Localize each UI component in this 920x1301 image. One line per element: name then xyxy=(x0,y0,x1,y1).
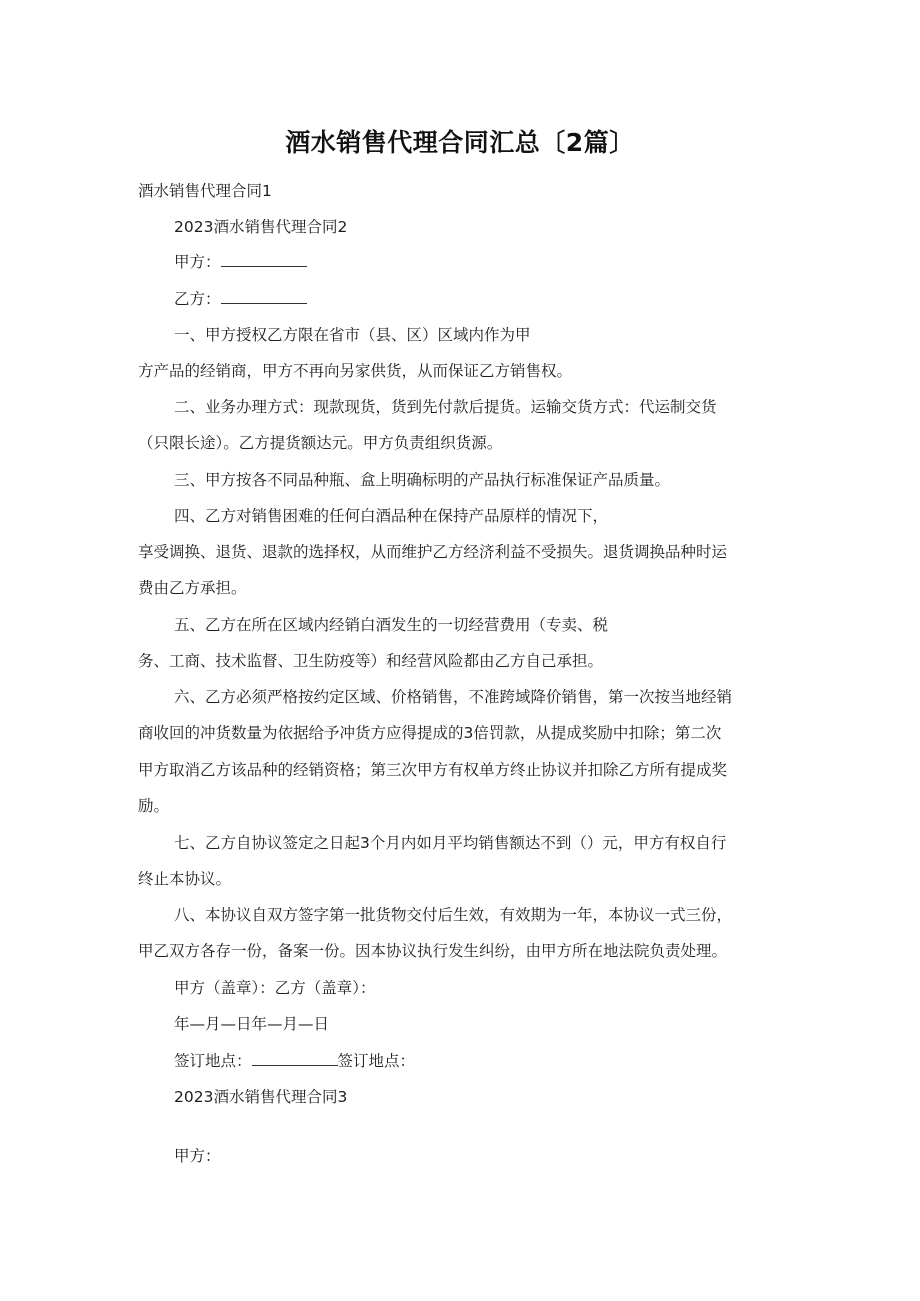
clause-4-line-1: 四、乙方对销售困难的任何白酒品种在保持产品原样的情况下， xyxy=(174,507,609,525)
contract3-party-a: 甲方： xyxy=(174,1147,221,1165)
clause-7-line-1: 七、乙方自协议签定之日起3个月内如月平均销售额达不到（）元，甲方有权自行 xyxy=(174,834,727,852)
clause-2-line-1: 二、业务办理方式：现款现货，货到先付款后提货。运输交货方式：代运制交货 xyxy=(174,398,717,416)
clause-3-line-1: 三、甲方按各不同品种瓶、盒上明确标明的产品执行标准保证产品质量。 xyxy=(174,471,671,489)
clause-6-line-1: 六、乙方必须严格按约定区域、价格销售，不准跨域降价销售，第一次按当地经销 xyxy=(174,688,733,706)
clause-5-line-2: 务、工商、技术监督、卫生防疫等）和经营风险都由乙方自己承担。 xyxy=(138,652,604,670)
clause-6-line-4: 励。 xyxy=(138,797,170,815)
party-b-blank xyxy=(221,289,307,304)
clause-4-line-2: 享受调换、退货、退款的选择权，从而维护乙方经济利益不受损失。退货调换品种时运 xyxy=(138,543,728,561)
clause-7-line-2: 终止本协议。 xyxy=(138,870,232,888)
contract2-heading: 2023酒水销售代理合同2 xyxy=(174,218,348,236)
sign-place-line xyxy=(174,1051,415,1071)
party-a-blank xyxy=(221,252,307,267)
clause-4-line-3: 费由乙方承担。 xyxy=(138,579,247,597)
party-b-label: 乙方： xyxy=(174,290,221,308)
date-line: 年—月—日年—月—日 xyxy=(174,1015,330,1033)
clause-6-line-2: 商收回的冲货数量为依据给予冲货方应得提成的3倍罚款，从提成奖励中扣除；第二次 xyxy=(138,724,722,742)
sign-place-b-label: 签订地点： xyxy=(337,1052,416,1070)
clause-2-line-2: （只限长途）。乙方提货额达元。甲方负责组织货源。 xyxy=(138,434,503,452)
clause-6-line-3: 甲方取消乙方该品种的经销资格；第三次甲方有权单方终止协议并扣除乙方所有提成奖 xyxy=(138,761,728,779)
clause-1-line-1: 一、甲方授权乙方限在省市（县、区）区域内作为甲 xyxy=(174,326,531,344)
seal-line: 甲方（盖章）：乙方（盖章）： xyxy=(174,979,376,997)
clause-1-line-2: 方产品的经销商，甲方不再向另家供货，从而保证乙方销售权。 xyxy=(138,362,573,380)
clause-8-line-2: 甲乙双方各存一份，备案一份。因本协议执行发生纠纷，由甲方所在地法院负责处理。 xyxy=(138,942,728,960)
party-b-line xyxy=(174,289,307,309)
party-a-line xyxy=(174,252,307,272)
clause-5-line-1: 五、乙方在所在区域内经销白酒发生的一切经营费用（专卖、税 xyxy=(174,616,609,634)
sign-place-blank xyxy=(252,1051,338,1066)
contract3-heading: 2023酒水销售代理合同3 xyxy=(174,1088,348,1106)
document-title: 酒水销售代理合同汇总〔2篇〕 xyxy=(285,128,635,157)
sign-place-a-label: 签订地点： xyxy=(174,1052,252,1070)
party-a-label: 甲方： xyxy=(174,253,221,271)
toc-item-1: 酒水销售代理合同1 xyxy=(138,182,272,200)
clause-8-line-1: 八、本协议自双方签字第一批货物交付后生效，有效期为一年，本协议一式三份， xyxy=(174,906,733,924)
